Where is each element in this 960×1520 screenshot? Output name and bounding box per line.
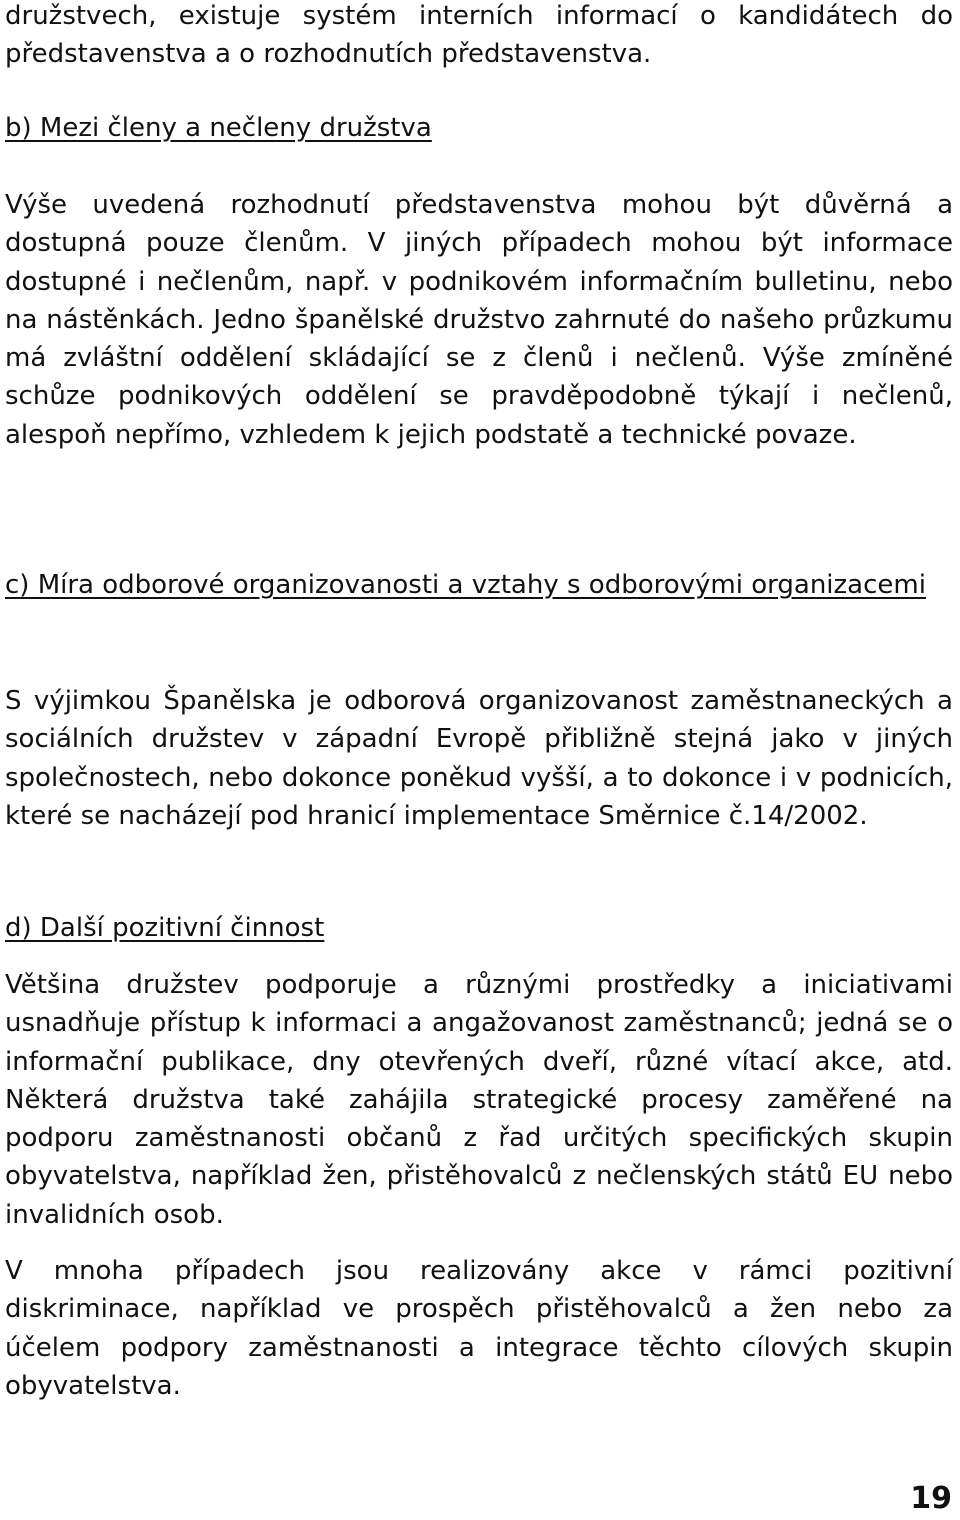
paragraph-members-nonmembers: Výše uvedená rozhodnutí představenstva mohou být důvěrná a dostupná pouze členům. V jiných případech mohou být informace dostupné i nečlenům, např. v podnikovém informačním bulletinu, nebo na nástěnkách. Jedno španělské družstvo zahrnuté do našeho průzkumu má zvláštní oddělení skládající se z členů i nečlenů. Výše zmíněné schůze podnikových oddělení se pravděpodobně týkají i nečlenů, alespoň nepřímo, vzhledem k jejich podstatě a technické povaze. — [5, 190, 953, 450]
paragraph-union-membership: S výjimkou Španělska je odborová organizovanost zaměstnaneckých a sociálních družstev v západní Evropě přibližně stejná jako v jiných společnostech, nebo dokonce poněkud vyšší, a to dokonce i v podnicích, které se nacházejí pod hranicí implementace Směrnice č.14/2002. — [5, 686, 953, 831]
paragraph-positive-activity: Většina družstev podporuje a různými prostředky a iniciativami usnadňuje přístup k informaci a angažovanost zaměstnanců; jedná se o informační publikace, dny otevřených dveří, různé vítací akce, atd. Některá družstva také zahájila strategické procesy zaměřené na podporu zaměstnanosti občanů z řad určitých specifických skupin obyvatelstva, například žen, přistěhovalců z nečlenských států EU nebo invalidních osob. — [5, 970, 953, 1230]
page-number: 19 — [910, 1481, 952, 1516]
paragraph-positive-discrimination: V mnoha případech jsou realizovány akce v rámci pozitivní diskriminace, například ve prospěch přistěhovalců a žen nebo za účelem podpory zaměstnanosti a integrace těchto cílových skupin obyvatelstva. — [5, 1256, 953, 1401]
section-heading-b: b) Mezi členy a nečleny družstva — [5, 113, 432, 143]
paragraph-continuation: družstvech, existuje systém interních informací o kandidátech do představenstva a o rozhodnutích představenstva. — [5, 1, 953, 70]
section-heading-c: c) Míra odborové organizovanosti a vztahy s odborovými organizacemi — [5, 570, 926, 600]
section-heading-d: d) Další pozitivní činnost — [5, 913, 325, 943]
